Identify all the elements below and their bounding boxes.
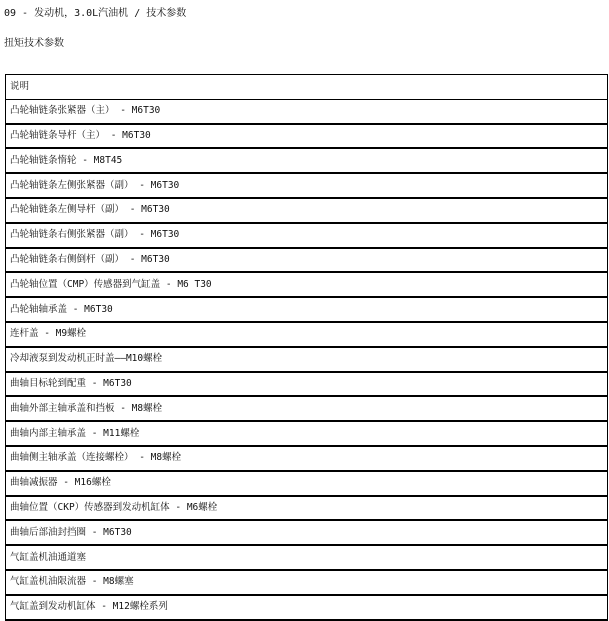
- table-row: 凸轮轴链条左侧张紧器（副） - M6T30: [6, 174, 607, 199]
- section-title: 扭矩技术参数: [4, 38, 64, 49]
- table-row: 曲轴目标轮到配重 - M6T30: [6, 373, 607, 398]
- table-row: 曲轴后部油封挡圈 - M6T30: [6, 521, 607, 546]
- table-row: 凸轮轴轴承盖 - M6T30: [6, 298, 607, 323]
- table-row: 冷却液泵到发动机正时盖——M10螺栓: [6, 348, 607, 373]
- table-row: 曲轴位置（CKP）传感器到发动机缸体 - M6螺栓: [6, 497, 607, 522]
- table-row: 凸轮轴链条导杆（主） - M6T30: [6, 125, 607, 150]
- table-row: 曲轴外部主轴承盖和挡板 - M8螺栓: [6, 397, 607, 422]
- table-row: 凸轮轴链条惰轮 - M8T45: [6, 149, 607, 174]
- table-row: 凸轮轴链条右侧倒杆（副） - M6T30: [6, 249, 607, 274]
- table-row: 曲轴内部主轴承盖 - M11螺栓: [6, 422, 607, 447]
- table-row: 气缸盖机油限流器 - M8螺塞: [6, 571, 607, 596]
- table-row: 凸轮轴位置（CMP）传感器到气缸盖 - M6 T30: [6, 273, 607, 298]
- table-row: 连杆盖 - M9螺栓: [6, 323, 607, 348]
- table-row: 气缸盖机油通道塞: [6, 546, 607, 571]
- breadcrumb: 09 - 发动机，3.0L汽油机 / 技术参数: [4, 8, 187, 19]
- table-row: 曲轴侧主轴承盖（连接螺栓） - M8螺栓: [6, 447, 607, 472]
- torque-spec-table: [5, 74, 608, 621]
- table-row: 气缸盖到发动机缸体 - M12螺栓系列: [6, 596, 607, 621]
- table-row: 凸轮轴链条左侧导杆（副） - M6T30: [6, 199, 607, 224]
- table-column-header: 说明: [6, 75, 607, 100]
- table-row: 凸轮轴链条右侧张紧器（副） - M6T30: [6, 224, 607, 249]
- table-row: 凸轮轴链条张紧器（主） - M6T30: [6, 100, 607, 125]
- table-row: 曲轴减振器 - M16螺栓: [6, 472, 607, 497]
